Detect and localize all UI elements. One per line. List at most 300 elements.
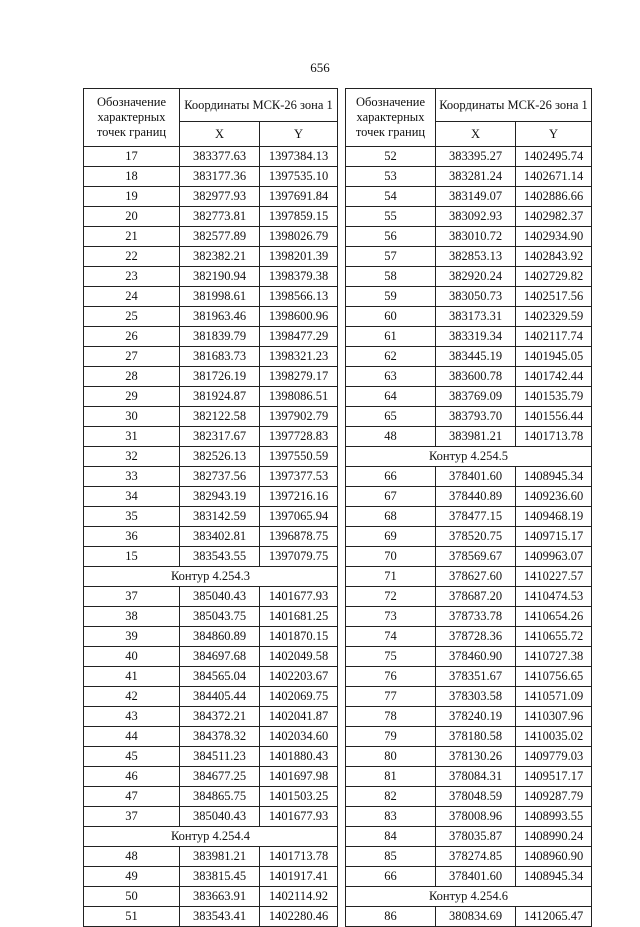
y-coordinate-cell: 1402517.56 bbox=[516, 287, 592, 307]
table-row bbox=[84, 527, 338, 547]
y-coordinate-cell: 1410307.96 bbox=[516, 707, 592, 727]
y-coordinate-cell: 1402671.14 bbox=[516, 167, 592, 187]
point-id-cell: 78 bbox=[346, 707, 436, 727]
y-coordinate-cell: 1401556.44 bbox=[516, 407, 592, 427]
point-id-cell: 76 bbox=[346, 667, 436, 687]
header-y: Y bbox=[516, 122, 592, 147]
point-id-cell: 36 bbox=[84, 527, 180, 547]
table-row bbox=[346, 847, 592, 867]
table-row bbox=[84, 167, 338, 187]
point-id-cell: 32 bbox=[84, 447, 180, 467]
x-coordinate-cell: 383600.78 bbox=[436, 367, 516, 387]
y-coordinate-cell: 1410756.65 bbox=[516, 667, 592, 687]
point-id-cell: 73 bbox=[346, 607, 436, 627]
x-coordinate-cell: 378627.60 bbox=[436, 567, 516, 587]
point-id-cell: 68 bbox=[346, 507, 436, 527]
point-id-cell: 81 bbox=[346, 767, 436, 787]
header-y: Y bbox=[260, 122, 338, 147]
y-coordinate-cell: 1401713.78 bbox=[516, 427, 592, 447]
table-row bbox=[84, 487, 338, 507]
y-coordinate-cell: 1409715.17 bbox=[516, 527, 592, 547]
y-coordinate-cell: 1402934.90 bbox=[516, 227, 592, 247]
x-coordinate-cell: 378733.78 bbox=[436, 607, 516, 627]
y-coordinate-cell: 1397384.13 bbox=[260, 147, 338, 167]
point-id-cell: 83 bbox=[346, 807, 436, 827]
y-coordinate-cell: 1397065.94 bbox=[260, 507, 338, 527]
y-coordinate-cell: 1409517.17 bbox=[516, 767, 592, 787]
x-coordinate-cell: 383173.31 bbox=[436, 307, 516, 327]
y-coordinate-cell: 1398201.39 bbox=[260, 247, 338, 267]
point-id-cell: 22 bbox=[84, 247, 180, 267]
point-id-cell: 39 bbox=[84, 627, 180, 647]
point-id-cell: 27 bbox=[84, 347, 180, 367]
y-coordinate-cell: 1397079.75 bbox=[260, 547, 338, 567]
point-id-cell: 44 bbox=[84, 727, 180, 747]
x-coordinate-cell: 384372.21 bbox=[180, 707, 260, 727]
x-coordinate-cell: 383815.45 bbox=[180, 867, 260, 887]
table-row bbox=[84, 807, 338, 827]
y-coordinate-cell: 1408945.34 bbox=[516, 867, 592, 887]
section-row bbox=[346, 447, 592, 467]
coordinates-table-right bbox=[345, 88, 592, 927]
point-id-cell: 71 bbox=[346, 567, 436, 587]
x-coordinate-cell: 383543.55 bbox=[180, 547, 260, 567]
page-number: 656 bbox=[310, 60, 330, 75]
section-row bbox=[84, 827, 338, 847]
table-row bbox=[346, 727, 592, 747]
point-id-cell: 55 bbox=[346, 207, 436, 227]
point-id-cell: 61 bbox=[346, 327, 436, 347]
y-coordinate-cell: 1402495.74 bbox=[516, 147, 592, 167]
x-coordinate-cell: 378240.19 bbox=[436, 707, 516, 727]
x-coordinate-cell: 383177.36 bbox=[180, 167, 260, 187]
x-coordinate-cell: 378728.36 bbox=[436, 627, 516, 647]
point-id-cell: 23 bbox=[84, 267, 180, 287]
point-id-cell: 29 bbox=[84, 387, 180, 407]
table-row bbox=[346, 707, 592, 727]
x-coordinate-cell: 381683.73 bbox=[180, 347, 260, 367]
x-coordinate-cell: 378008.96 bbox=[436, 807, 516, 827]
table-row bbox=[84, 427, 338, 447]
x-coordinate-cell: 382577.89 bbox=[180, 227, 260, 247]
table-row bbox=[346, 507, 592, 527]
point-id-cell: 15 bbox=[84, 547, 180, 567]
y-coordinate-cell: 1409779.03 bbox=[516, 747, 592, 767]
y-coordinate-cell: 1410571.09 bbox=[516, 687, 592, 707]
x-coordinate-cell: 378351.67 bbox=[436, 667, 516, 687]
point-id-cell: 75 bbox=[346, 647, 436, 667]
x-coordinate-cell: 383981.21 bbox=[180, 847, 260, 867]
y-coordinate-cell: 1398566.13 bbox=[260, 287, 338, 307]
point-id-cell: 52 bbox=[346, 147, 436, 167]
table-row bbox=[346, 787, 592, 807]
y-coordinate-cell: 1401677.93 bbox=[260, 587, 338, 607]
x-coordinate-cell: 382317.67 bbox=[180, 427, 260, 447]
x-coordinate-cell: 384697.68 bbox=[180, 647, 260, 667]
point-id-cell: 45 bbox=[84, 747, 180, 767]
table-row bbox=[84, 707, 338, 727]
y-coordinate-cell: 1397535.10 bbox=[260, 167, 338, 187]
x-coordinate-cell: 382920.24 bbox=[436, 267, 516, 287]
x-coordinate-cell: 383445.19 bbox=[436, 347, 516, 367]
table-row bbox=[346, 487, 592, 507]
y-coordinate-cell: 1398477.29 bbox=[260, 327, 338, 347]
point-id-cell: 56 bbox=[346, 227, 436, 247]
header-designation: Обозначение характерных точек границ bbox=[346, 89, 436, 147]
y-coordinate-cell: 1398086.51 bbox=[260, 387, 338, 407]
x-coordinate-cell: 383981.21 bbox=[436, 427, 516, 447]
table-row bbox=[346, 307, 592, 327]
y-coordinate-cell: 1402843.92 bbox=[516, 247, 592, 267]
table-row bbox=[84, 367, 338, 387]
table-row bbox=[84, 267, 338, 287]
y-coordinate-cell: 1401677.93 bbox=[260, 807, 338, 827]
table-row bbox=[84, 347, 338, 367]
y-coordinate-cell: 1412065.47 bbox=[516, 907, 592, 927]
y-coordinate-cell: 1402886.66 bbox=[516, 187, 592, 207]
y-coordinate-cell: 1402329.59 bbox=[516, 307, 592, 327]
table-row bbox=[346, 327, 592, 347]
y-coordinate-cell: 1397216.16 bbox=[260, 487, 338, 507]
y-coordinate-cell: 1402280.46 bbox=[260, 907, 338, 927]
x-coordinate-cell: 385043.75 bbox=[180, 607, 260, 627]
y-coordinate-cell: 1408993.55 bbox=[516, 807, 592, 827]
point-id-cell: 62 bbox=[346, 347, 436, 367]
y-coordinate-cell: 1401503.25 bbox=[260, 787, 338, 807]
y-coordinate-cell: 1402034.60 bbox=[260, 727, 338, 747]
point-id-cell: 85 bbox=[346, 847, 436, 867]
point-id-cell: 60 bbox=[346, 307, 436, 327]
y-coordinate-cell: 1402041.87 bbox=[260, 707, 338, 727]
section-row bbox=[84, 567, 338, 587]
table-row bbox=[346, 687, 592, 707]
y-coordinate-cell: 1401535.79 bbox=[516, 387, 592, 407]
point-id-cell: 51 bbox=[84, 907, 180, 927]
x-coordinate-cell: 382122.58 bbox=[180, 407, 260, 427]
y-coordinate-cell: 1401713.78 bbox=[260, 847, 338, 867]
x-coordinate-cell: 383010.72 bbox=[436, 227, 516, 247]
left-table-body bbox=[84, 147, 338, 927]
x-coordinate-cell: 384677.25 bbox=[180, 767, 260, 787]
point-id-cell: 49 bbox=[84, 867, 180, 887]
x-coordinate-cell: 378048.59 bbox=[436, 787, 516, 807]
point-id-cell: 80 bbox=[346, 747, 436, 767]
point-id-cell: 46 bbox=[84, 767, 180, 787]
table-row bbox=[84, 627, 338, 647]
x-coordinate-cell: 381924.87 bbox=[180, 387, 260, 407]
x-coordinate-cell: 382773.81 bbox=[180, 207, 260, 227]
y-coordinate-cell: 1401880.43 bbox=[260, 747, 338, 767]
y-coordinate-cell: 1397691.84 bbox=[260, 187, 338, 207]
y-coordinate-cell: 1409963.07 bbox=[516, 547, 592, 567]
x-coordinate-cell: 378035.87 bbox=[436, 827, 516, 847]
header-designation: Обозначение характерных точек границ bbox=[84, 89, 180, 147]
point-id-cell: 84 bbox=[346, 827, 436, 847]
point-id-cell: 40 bbox=[84, 647, 180, 667]
x-coordinate-cell: 378274.85 bbox=[436, 847, 516, 867]
y-coordinate-cell: 1398379.38 bbox=[260, 267, 338, 287]
y-coordinate-cell: 1410654.26 bbox=[516, 607, 592, 627]
table-row bbox=[346, 247, 592, 267]
point-id-cell: 43 bbox=[84, 707, 180, 727]
point-id-cell: 47 bbox=[84, 787, 180, 807]
x-coordinate-cell: 383377.63 bbox=[180, 147, 260, 167]
point-id-cell: 26 bbox=[84, 327, 180, 347]
x-coordinate-cell: 384865.75 bbox=[180, 787, 260, 807]
y-coordinate-cell: 1409287.79 bbox=[516, 787, 592, 807]
table-row bbox=[346, 227, 592, 247]
table-row bbox=[84, 387, 338, 407]
y-coordinate-cell: 1410655.72 bbox=[516, 627, 592, 647]
point-id-cell: 65 bbox=[346, 407, 436, 427]
table-row bbox=[346, 587, 592, 607]
y-coordinate-cell: 1409468.19 bbox=[516, 507, 592, 527]
table-row bbox=[84, 727, 338, 747]
point-id-cell: 70 bbox=[346, 547, 436, 567]
table-row bbox=[346, 427, 592, 447]
table-row bbox=[346, 647, 592, 667]
point-id-cell: 77 bbox=[346, 687, 436, 707]
y-coordinate-cell: 1398321.23 bbox=[260, 347, 338, 367]
x-coordinate-cell: 378401.60 bbox=[436, 867, 516, 887]
table-row bbox=[84, 147, 338, 167]
y-coordinate-cell: 1410727.38 bbox=[516, 647, 592, 667]
table-row bbox=[346, 347, 592, 367]
table-row bbox=[346, 827, 592, 847]
table-row bbox=[84, 447, 338, 467]
x-coordinate-cell: 378401.60 bbox=[436, 467, 516, 487]
y-coordinate-cell: 1398279.17 bbox=[260, 367, 338, 387]
y-coordinate-cell: 1401917.41 bbox=[260, 867, 338, 887]
point-id-cell: 57 bbox=[346, 247, 436, 267]
table-row bbox=[346, 567, 592, 587]
y-coordinate-cell: 1402049.58 bbox=[260, 647, 338, 667]
table-row bbox=[84, 547, 338, 567]
x-coordinate-cell: 378460.90 bbox=[436, 647, 516, 667]
table-row bbox=[346, 187, 592, 207]
table-row bbox=[346, 467, 592, 487]
x-coordinate-cell: 381726.19 bbox=[180, 367, 260, 387]
y-coordinate-cell: 1398026.79 bbox=[260, 227, 338, 247]
table-row bbox=[346, 607, 592, 627]
table-row bbox=[84, 187, 338, 207]
table-row bbox=[84, 667, 338, 687]
point-id-cell: 69 bbox=[346, 527, 436, 547]
table-row bbox=[84, 247, 338, 267]
point-id-cell: 54 bbox=[346, 187, 436, 207]
y-coordinate-cell: 1397902.79 bbox=[260, 407, 338, 427]
table-row bbox=[84, 647, 338, 667]
table-row bbox=[84, 307, 338, 327]
table-row bbox=[346, 267, 592, 287]
point-id-cell: 72 bbox=[346, 587, 436, 607]
y-coordinate-cell: 1396878.75 bbox=[260, 527, 338, 547]
x-coordinate-cell: 378130.26 bbox=[436, 747, 516, 767]
table-row bbox=[346, 287, 592, 307]
y-coordinate-cell: 1402203.67 bbox=[260, 667, 338, 687]
x-coordinate-cell: 385040.43 bbox=[180, 807, 260, 827]
point-id-cell: 18 bbox=[84, 167, 180, 187]
y-coordinate-cell: 1408960.90 bbox=[516, 847, 592, 867]
x-coordinate-cell: 383092.93 bbox=[436, 207, 516, 227]
right-table-body bbox=[346, 147, 592, 927]
point-id-cell: 20 bbox=[84, 207, 180, 227]
x-coordinate-cell: 384511.23 bbox=[180, 747, 260, 767]
x-coordinate-cell: 383543.41 bbox=[180, 907, 260, 927]
point-id-cell: 19 bbox=[84, 187, 180, 207]
x-coordinate-cell: 383142.59 bbox=[180, 507, 260, 527]
y-coordinate-cell: 1410227.57 bbox=[516, 567, 592, 587]
x-coordinate-cell: 383663.91 bbox=[180, 887, 260, 907]
point-id-cell: 30 bbox=[84, 407, 180, 427]
point-id-cell: 48 bbox=[84, 847, 180, 867]
table-row bbox=[84, 227, 338, 247]
y-coordinate-cell: 1402069.75 bbox=[260, 687, 338, 707]
point-id-cell: 59 bbox=[346, 287, 436, 307]
y-coordinate-cell: 1398600.96 bbox=[260, 307, 338, 327]
x-coordinate-cell: 382977.93 bbox=[180, 187, 260, 207]
section-title: Контур 4.254.6 bbox=[346, 887, 592, 907]
y-coordinate-cell: 1402729.82 bbox=[516, 267, 592, 287]
x-coordinate-cell: 383281.24 bbox=[436, 167, 516, 187]
coordinates-table-left bbox=[83, 88, 338, 927]
table-row bbox=[346, 387, 592, 407]
x-coordinate-cell: 378303.58 bbox=[436, 687, 516, 707]
y-coordinate-cell: 1402114.92 bbox=[260, 887, 338, 907]
point-id-cell: 58 bbox=[346, 267, 436, 287]
x-coordinate-cell: 383395.27 bbox=[436, 147, 516, 167]
section-title: Контур 4.254.3 bbox=[84, 567, 338, 587]
point-id-cell: 21 bbox=[84, 227, 180, 247]
point-id-cell: 66 bbox=[346, 867, 436, 887]
point-id-cell: 37 bbox=[84, 807, 180, 827]
table-row bbox=[84, 507, 338, 527]
header-x: X bbox=[436, 122, 516, 147]
table-row bbox=[84, 407, 338, 427]
y-coordinate-cell: 1397377.53 bbox=[260, 467, 338, 487]
y-coordinate-cell: 1402982.37 bbox=[516, 207, 592, 227]
x-coordinate-cell: 382190.94 bbox=[180, 267, 260, 287]
table-row bbox=[346, 207, 592, 227]
x-coordinate-cell: 381998.61 bbox=[180, 287, 260, 307]
table-row bbox=[346, 907, 592, 927]
point-id-cell: 48 bbox=[346, 427, 436, 447]
table-row bbox=[84, 287, 338, 307]
x-coordinate-cell: 378569.67 bbox=[436, 547, 516, 567]
x-coordinate-cell: 383319.34 bbox=[436, 327, 516, 347]
table-row bbox=[84, 767, 338, 787]
x-coordinate-cell: 380834.69 bbox=[436, 907, 516, 927]
x-coordinate-cell: 384860.89 bbox=[180, 627, 260, 647]
table-row bbox=[84, 687, 338, 707]
header-x: X bbox=[180, 122, 260, 147]
point-id-cell: 28 bbox=[84, 367, 180, 387]
header-coords-group: Координаты МСК-26 зона 1 bbox=[436, 89, 592, 122]
table-row bbox=[84, 207, 338, 227]
point-id-cell: 64 bbox=[346, 387, 436, 407]
table-row bbox=[346, 147, 592, 167]
table-row bbox=[84, 867, 338, 887]
point-id-cell: 35 bbox=[84, 507, 180, 527]
point-id-cell: 38 bbox=[84, 607, 180, 627]
x-coordinate-cell: 378477.15 bbox=[436, 507, 516, 527]
table-row bbox=[346, 767, 592, 787]
y-coordinate-cell: 1397728.83 bbox=[260, 427, 338, 447]
x-coordinate-cell: 384405.44 bbox=[180, 687, 260, 707]
table-row bbox=[346, 807, 592, 827]
table-row bbox=[84, 607, 338, 627]
section-title: Контур 4.254.5 bbox=[346, 447, 592, 467]
section-title: Контур 4.254.4 bbox=[84, 827, 338, 847]
point-id-cell: 33 bbox=[84, 467, 180, 487]
point-id-cell: 50 bbox=[84, 887, 180, 907]
point-id-cell: 34 bbox=[84, 487, 180, 507]
x-coordinate-cell: 384565.04 bbox=[180, 667, 260, 687]
x-coordinate-cell: 384378.32 bbox=[180, 727, 260, 747]
table-row bbox=[84, 787, 338, 807]
y-coordinate-cell: 1401870.15 bbox=[260, 627, 338, 647]
table-row bbox=[84, 587, 338, 607]
point-id-cell: 63 bbox=[346, 367, 436, 387]
point-id-cell: 53 bbox=[346, 167, 436, 187]
x-coordinate-cell: 382526.13 bbox=[180, 447, 260, 467]
point-id-cell: 67 bbox=[346, 487, 436, 507]
y-coordinate-cell: 1401945.05 bbox=[516, 347, 592, 367]
table-row bbox=[346, 407, 592, 427]
x-coordinate-cell: 382737.56 bbox=[180, 467, 260, 487]
table-row bbox=[346, 627, 592, 647]
y-coordinate-cell: 1401742.44 bbox=[516, 367, 592, 387]
x-coordinate-cell: 382943.19 bbox=[180, 487, 260, 507]
table-row bbox=[84, 747, 338, 767]
y-coordinate-cell: 1409236.60 bbox=[516, 487, 592, 507]
x-coordinate-cell: 378180.58 bbox=[436, 727, 516, 747]
table-row bbox=[346, 167, 592, 187]
x-coordinate-cell: 378687.20 bbox=[436, 587, 516, 607]
point-id-cell: 41 bbox=[84, 667, 180, 687]
table-row bbox=[346, 367, 592, 387]
header-coords-group: Координаты МСК-26 зона 1 bbox=[180, 89, 338, 122]
table-row bbox=[84, 887, 338, 907]
y-coordinate-cell: 1397550.59 bbox=[260, 447, 338, 467]
y-coordinate-cell: 1402117.74 bbox=[516, 327, 592, 347]
x-coordinate-cell: 385040.43 bbox=[180, 587, 260, 607]
x-coordinate-cell: 378440.89 bbox=[436, 487, 516, 507]
y-coordinate-cell: 1401697.98 bbox=[260, 767, 338, 787]
x-coordinate-cell: 383149.07 bbox=[436, 187, 516, 207]
point-id-cell: 66 bbox=[346, 467, 436, 487]
table-row bbox=[84, 847, 338, 867]
point-id-cell: 17 bbox=[84, 147, 180, 167]
point-id-cell: 74 bbox=[346, 627, 436, 647]
y-coordinate-cell: 1410035.02 bbox=[516, 727, 592, 747]
section-row bbox=[346, 887, 592, 907]
x-coordinate-cell: 383769.09 bbox=[436, 387, 516, 407]
point-id-cell: 79 bbox=[346, 727, 436, 747]
y-coordinate-cell: 1408990.24 bbox=[516, 827, 592, 847]
table-row bbox=[346, 747, 592, 767]
x-coordinate-cell: 382382.21 bbox=[180, 247, 260, 267]
x-coordinate-cell: 383793.70 bbox=[436, 407, 516, 427]
table-row bbox=[346, 667, 592, 687]
table-row bbox=[346, 527, 592, 547]
table-row bbox=[346, 867, 592, 887]
point-id-cell: 42 bbox=[84, 687, 180, 707]
point-id-cell: 31 bbox=[84, 427, 180, 447]
x-coordinate-cell: 383402.81 bbox=[180, 527, 260, 547]
table-row bbox=[84, 327, 338, 347]
x-coordinate-cell: 378084.31 bbox=[436, 767, 516, 787]
